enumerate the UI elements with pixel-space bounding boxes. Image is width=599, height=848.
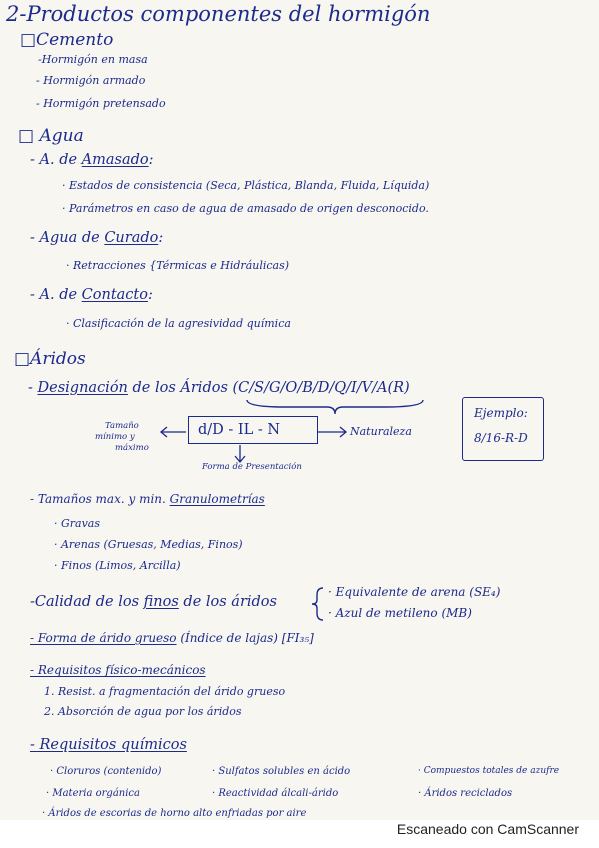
section-heading-aridos: □Áridos bbox=[14, 349, 86, 369]
section-heading-cemento: □Cemento bbox=[20, 30, 114, 50]
list-item: · Parámetros en caso de agua de amasado de origen desconocido. bbox=[62, 202, 429, 215]
list-item: - Hormigón pretensado bbox=[36, 97, 166, 110]
subheading-quimicos bbox=[30, 738, 187, 753]
list-item: · Arenas (Gruesas, Medias, Finos) bbox=[54, 538, 243, 551]
list-item: · Materia orgánica bbox=[46, 788, 140, 799]
curly-brace-icon bbox=[310, 586, 326, 622]
arrow-right-icon bbox=[316, 424, 350, 440]
list-item: · Estados de consistencia (Seca, Plástica, Blanda, Fluida, Líquida) bbox=[62, 179, 430, 192]
page-title: 2-Productos componentes del hormigón bbox=[6, 2, 431, 26]
list-item: 1. Resist. a fragmentación del árido grueso bbox=[44, 685, 286, 698]
arrow-left-icon bbox=[158, 424, 188, 440]
underlined-term: Granulometrías bbox=[169, 492, 265, 506]
list-item: 2. Absorción de agua por los áridos bbox=[44, 705, 242, 718]
underlined-term: - Requisitos químicos bbox=[30, 737, 187, 753]
designation-formula: d/D - IL - N bbox=[198, 422, 281, 438]
diagram-label-naturaleza: Naturaleza bbox=[350, 425, 412, 438]
list-item: · Compuestos totales de azufre bbox=[418, 766, 560, 776]
underlined-term: - Requisitos físico-mecánicos bbox=[30, 663, 206, 677]
underlined-term: Curado bbox=[104, 230, 159, 246]
example-title: Ejemplo: bbox=[474, 406, 528, 420]
underlined-term: - Forma de árido grueso bbox=[30, 631, 177, 645]
subheading-calidad: -Calidad de los finos de los áridos bbox=[30, 594, 277, 610]
list-item: · Sulfatos solubles en ácido bbox=[212, 766, 351, 777]
underlined-term: Designación bbox=[37, 380, 128, 396]
underlined-term: Contacto bbox=[81, 287, 148, 303]
list-item: · Gravas bbox=[54, 517, 101, 530]
underlined-term: Amasado bbox=[81, 152, 149, 168]
subheading-curado: - Agua de Curado: bbox=[30, 230, 164, 246]
list-item: · Áridos de escorias de horno alto enfriadas por aire bbox=[42, 808, 307, 819]
diagram-label-tamano: Tamaño bbox=[105, 421, 139, 431]
section-heading-agua: □ Agua bbox=[18, 126, 84, 146]
list-item: · Retracciones {Térmicas e Hidráulicas) bbox=[66, 259, 290, 272]
subheading-fisico-mecanicos bbox=[30, 664, 206, 676]
underlined-term: finos bbox=[143, 594, 179, 610]
subheading-amasado: - A. de Amasado: bbox=[30, 152, 154, 168]
list-item: · Clasificación de la agresividad química bbox=[66, 317, 291, 330]
diagram-label-forma-presentacion: Forma de Presentación bbox=[202, 462, 302, 472]
example-value: 8/16-R-D bbox=[474, 431, 528, 445]
list-item: · Equivalente de arena (SE₄) bbox=[328, 585, 501, 599]
diagram-label-maximo: máximo bbox=[115, 443, 149, 453]
list-item: · Cloruros (contenido) bbox=[50, 766, 162, 777]
list-item: -Hormigón en masa bbox=[38, 53, 148, 66]
subheading-forma: - Forma de árido grueso (Índice de lajas) [FI₃₅] bbox=[30, 631, 314, 645]
list-item: · Reactividad álcali-árido bbox=[212, 788, 339, 799]
subheading-tamanos: - Tamaños max. y min. Granulometrías bbox=[30, 492, 265, 506]
list-item: - Hormigón armado bbox=[36, 74, 146, 87]
scanner-watermark: Escaneado con CamScanner bbox=[396, 821, 579, 837]
subheading-designacion: - Designación de los Áridos (C/S/G/O/B/D/Q/I/V/A(R) bbox=[28, 380, 410, 396]
list-item: · Finos (Limos, Arcilla) bbox=[54, 559, 181, 572]
subheading-contacto: - A. de Contacto: bbox=[30, 287, 153, 303]
list-item: · Azul de metileno (MB) bbox=[328, 606, 472, 620]
arrow-down-icon bbox=[232, 444, 248, 464]
diagram-label-minimo: mínimo y bbox=[95, 432, 135, 442]
brace-icon bbox=[245, 398, 425, 416]
list-item: · Áridos reciclados bbox=[418, 788, 513, 799]
